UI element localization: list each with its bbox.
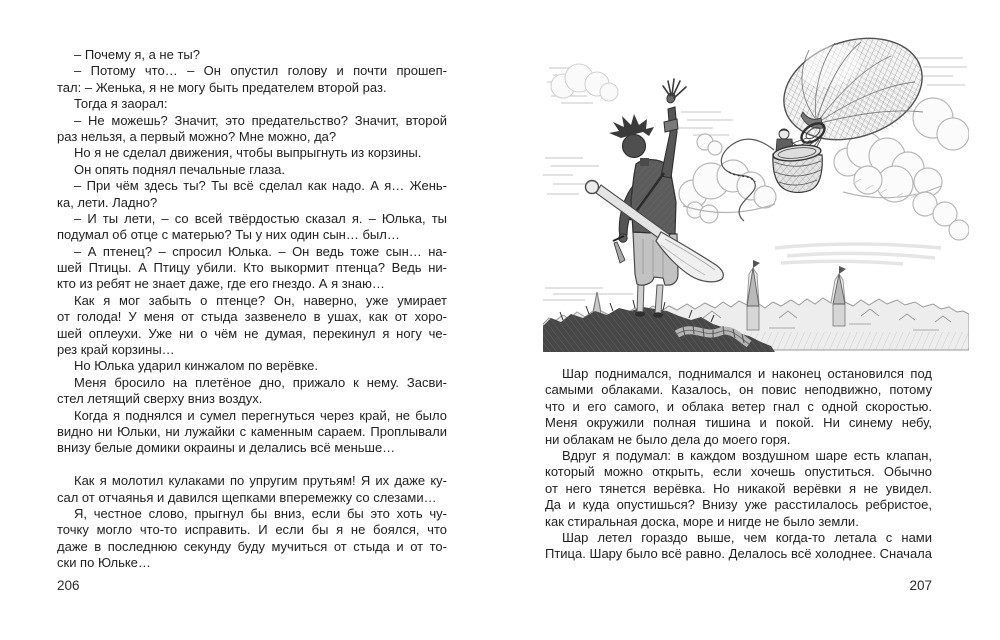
book-illustration — [543, 34, 969, 352]
balloon-basket — [772, 143, 822, 192]
boy-head — [623, 135, 646, 158]
text-line: – И ты лети, – со всей твёрдостью сказал я. – Юлька, ты — [74, 210, 447, 226]
text-line: – При чём здесь ты? Ты всё сделал как надо. А я… Жень- — [74, 178, 447, 194]
cloud-mid — [679, 134, 776, 223]
cloud-upper-left — [551, 64, 618, 101]
text-line: как стиральная доска, море и нигде не было земли. — [545, 513, 859, 529]
text-line: точку могло что-то исправить. И если бы я не боялся, что — [57, 522, 447, 538]
text-line: от голода! У меня от стыда зазвенело в ушах, как от хоро- — [57, 309, 447, 325]
text-line: сал от отчаянья и давился щепками вперемежку со слезами… — [57, 489, 437, 505]
right-page-text-column — [545, 366, 932, 563]
cloud-band-right — [775, 244, 941, 264]
text-line: Когда я поднялся и сумел перегнуться через край, не было — [74, 407, 447, 423]
spire-flag — [753, 260, 760, 268]
text-line: даже в последнюю секунду буду мучиться от стыда и от то- — [57, 538, 447, 554]
text-line: – Не можешь? Значит, это предательство? Значит, второй — [74, 112, 447, 128]
text-line: Он опять поднял печальные глаза. — [74, 161, 286, 177]
boy-raised-arm — [661, 107, 677, 178]
text-line: Тогда я заорал: — [74, 96, 168, 112]
boy-hair — [609, 114, 654, 138]
text-line: от него тянется верёвка. Но никакой верёвки я не увидел. — [545, 480, 932, 496]
text-line: – Почему я, а не ты? — [74, 47, 200, 62]
text-line: – Потому что… – Он опустил голову и почти прошеп- — [74, 63, 447, 79]
text-line: внизу белые домики окраины и делались всё меньше… — [57, 440, 396, 456]
text-line: – А птенец? – спросил Юлька. – Он ведь тоже сын… на- — [74, 243, 447, 259]
text-line: раз нельзя, а первый можно? Мне можно, да? — [57, 128, 337, 144]
text-line: Да и куда опустишься? Внизу уже расстилалось ребристое, — [545, 497, 932, 513]
text-line: кто из ребят не знает даже, где его гнездо. А я знаю… — [57, 276, 385, 292]
text-line: Шар поднимался, поднимался и наконец остановился под — [562, 366, 932, 381]
text-line: Шар летел гораздо выше, чем когда-то летала с нами — [562, 529, 932, 545]
text-line: ка, лети. Ладно? — [57, 194, 158, 210]
text-line: шей оплеухи. Уже ни о чём не думая, перекинул я ногу че- — [57, 325, 447, 341]
text-line: Меня бросило на плетёное дно, прижало к нему. Засви- — [74, 374, 447, 390]
right-page-number: 207 — [909, 578, 932, 593]
boy-neck — [640, 158, 649, 166]
text-line: Как я молотил кулаками по упругим прутьям! Я их даже ку- — [74, 473, 447, 489]
text-line: Птица. Шару было всё равно. Делалось всё холоднее. Сначала — [545, 546, 932, 562]
text-line: что и его самого, и облака ветер гнал с одной скоростью. — [545, 398, 932, 414]
text-line: ни облакам не было дела до моего горя. — [545, 431, 791, 447]
text-line: Но я не сделал движения, чтобы выпрыгнуть из корзины. — [74, 145, 422, 161]
text-line: подумал об отце с матерью? Ты у них один сын… был… — [57, 227, 400, 243]
text-line: Меня окружили полная тишина и покой. Ни синему небу, — [545, 415, 932, 431]
left-page-text-column — [57, 47, 447, 572]
boy-hand — [663, 79, 686, 104]
text-line: Я, честное слово, прыгнул бы вниз, если бы это хоть чу- — [74, 505, 447, 521]
text-line: рез край корзины… — [57, 342, 175, 358]
text-line: который можно открыть, если хочешь опуститься. Обычно — [545, 464, 932, 480]
spire-flag-2 — [839, 266, 846, 274]
left-page-number: 206 — [57, 578, 80, 593]
text-line: ски по Юльке… — [57, 555, 151, 571]
text-line: Как я мог забыть о птенце? Он, наверно, уже умирает — [74, 292, 447, 308]
text-line: Вдруг я подумал: в каждом воздушном шаре есть клапан, — [562, 447, 932, 463]
blank-line — [57, 457, 447, 473]
text-line: стел летящий сверху вниз воздух. — [57, 391, 263, 407]
text-line: тал: – Женька, я не могу быть предателем второй раз. — [57, 79, 387, 95]
text-line: самыми облаками. Казалось, он повис неподвижно, потому — [545, 382, 932, 398]
text-line: Но Юлька ударил кинжалом по верёвке. — [74, 358, 319, 374]
text-line: шей Птицы. А Птицу убили. Кто выкормит птенца? Ведь ни- — [57, 260, 447, 276]
text-line: видно ни Юльки, ни лужайки с каменным сараем. Проплывали — [57, 423, 447, 439]
